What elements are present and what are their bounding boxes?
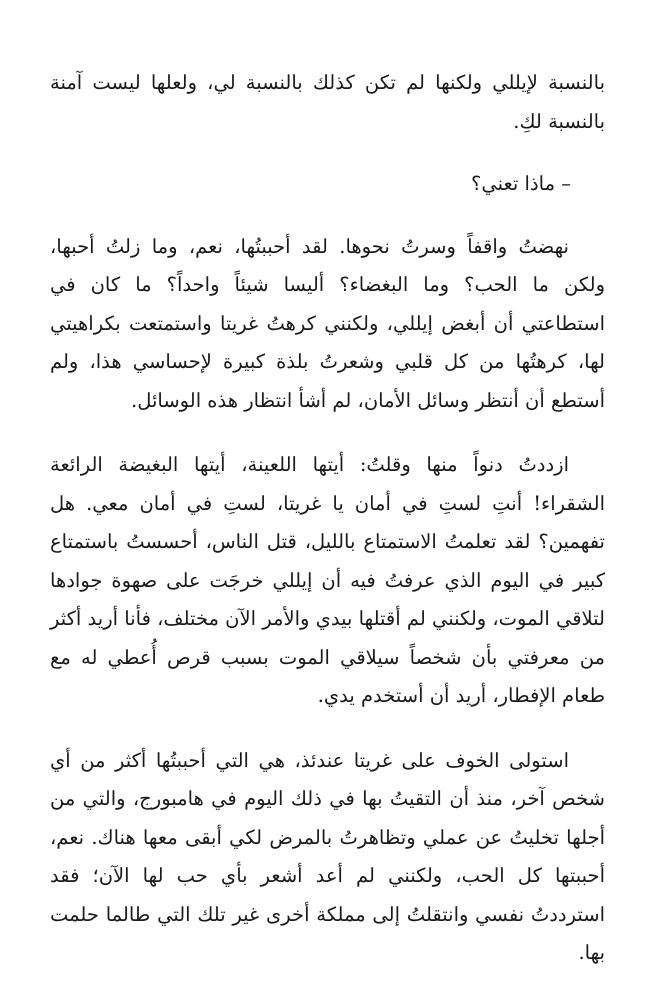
paragraph-narration-3: استولى الخوف على غريتا عندئذ، هي التي أحببتُها أكثر من أي شخص آخر، منذ أن التقيتُ بها في ذلك اليوم في هامبورج، والتي من أجلها تخليتُ عن عملي وتظاهرتُ بالمرض لكي أبقى معها هناك. نعم، أحببتها كل الحب، ولكنني لم أعد أشعر بأي حب لها الآن؛ فقد استرددتُ نفسي وانتقلتُ إلى مملكة أخرى غير تلك التي طالما حلمت بها. xyxy=(50,748,605,964)
paragraph-continuation: بالنسبة لإيللي ولكنها لم تكن كذلك بالنسبة لي، ولعلها ليست آمنة بالنسبة لكِ. xyxy=(50,71,605,133)
paragraph-dialog-question: – ماذا تعني؟ xyxy=(471,172,571,195)
paragraph-narration-2: ازددتُ دنواً منها وقلتُ: أيتها اللعينة، أيتها البغيضة الرائعة الشقراء! أنتِ لستِ في أمان يا غريتا، لستِ في أمان معي. هل تفهمين؟ لقد تعلمتُ الاستمتاع بالليل، قتل الناس، أحسستُ باستمتاع كبير في اليوم الذي عرفتُ فيه أن إيللي خرجَت على صهوة جوادها لتلاقي الموت، ولكنني لم أقتلها بيدي والأمر الآن مختلف، فأنا أريد أكثر من معرفتي بأن شخصاً سيلاقي الموت بسبب قرص أُعطي له مع طعام الإفطار، أريد أن أستخدم يدي. xyxy=(50,453,605,707)
paragraph-narration-1: نهضتُ واقفاً وسرتُ نحوها. لقد أحببتُها، نعم، وما زلتُ أحبها، ولكن ما الحب؟ وما البغضاء؟ أليسا شيئاً واحداً؟ ما كان في استطاعتي أن أبغض إيللي، ولكنني كرهتُ غريتا واستمتعت بكراهيتي لها، كرهتُها من كل قلبي وشعرتُ بلذة كبيرة لإحساسي هذا، ولم أستطع أن أنتظر وسائل الأمان، لم أشأ انتظار هذه الوسائل. xyxy=(50,234,605,412)
